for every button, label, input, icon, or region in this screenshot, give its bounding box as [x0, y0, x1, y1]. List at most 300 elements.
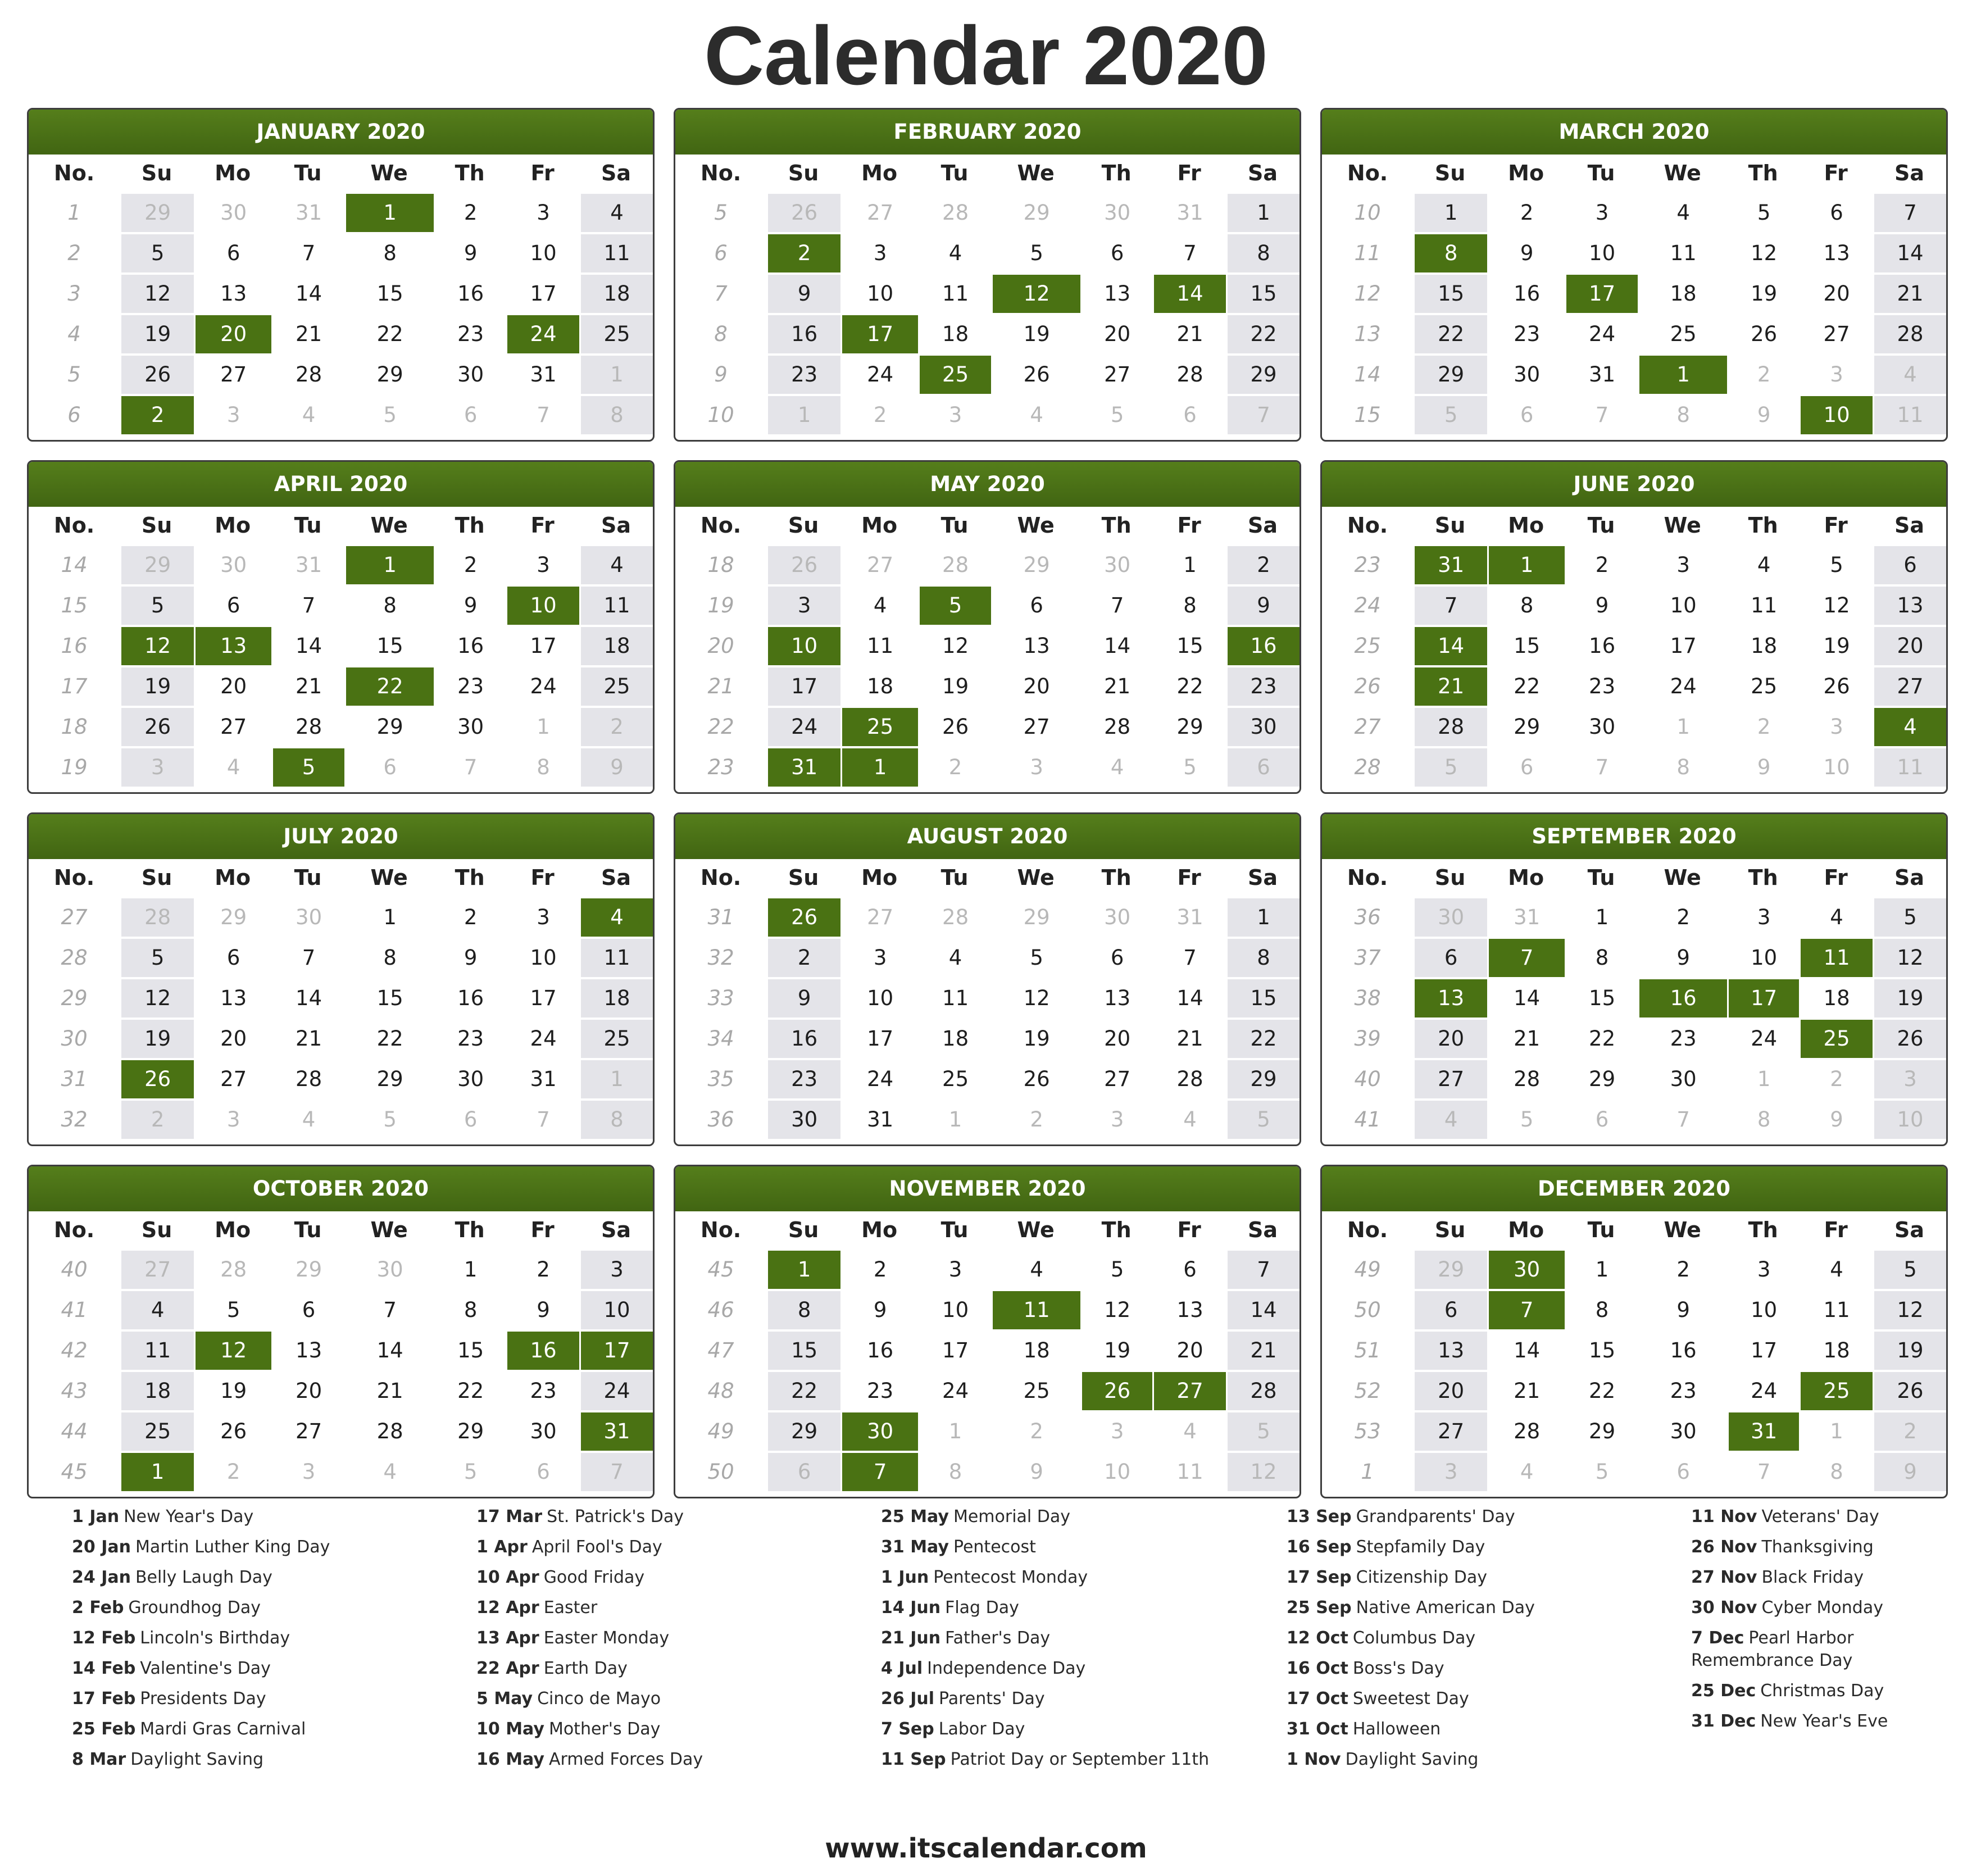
day-cell[interactable]: 16: [766, 1018, 840, 1058]
day-cell[interactable]: 6: [1226, 746, 1299, 787]
day-cell[interactable]: 3: [271, 1451, 344, 1491]
day-cell[interactable]: 4: [271, 394, 344, 434]
day-cell[interactable]: 4: [579, 192, 653, 232]
day-cell[interactable]: 17: [840, 1018, 918, 1058]
day-cell[interactable]: 25: [1638, 313, 1727, 353]
day-cell[interactable]: 11: [1152, 1451, 1226, 1491]
day-cell[interactable]: 1: [579, 1058, 653, 1098]
day-cell[interactable]: 22: [344, 313, 434, 353]
day-cell[interactable]: 4: [991, 1248, 1080, 1289]
day-cell[interactable]: 8: [1727, 1098, 1799, 1139]
day-cell[interactable]: 6: [194, 232, 271, 272]
day-cell[interactable]: 24: [579, 1370, 653, 1410]
day-cell[interactable]: 27: [1413, 1410, 1487, 1451]
day-cell[interactable]: 17: [1727, 1329, 1799, 1370]
day-cell[interactable]: 4: [918, 232, 991, 272]
day-cell[interactable]: 30: [271, 896, 344, 937]
day-cell[interactable]: 9: [766, 272, 840, 313]
day-cell[interactable]: 28: [1413, 706, 1487, 746]
day-cell[interactable]: 29: [1413, 1248, 1487, 1289]
day-cell[interactable]: 6: [1487, 394, 1565, 434]
day-cell[interactable]: 22: [1565, 1018, 1638, 1058]
day-cell[interactable]: 6: [434, 394, 506, 434]
day-cell[interactable]: 5: [1727, 192, 1799, 232]
day-cell[interactable]: 4: [579, 544, 653, 584]
holiday-day-cell[interactable]: 1: [344, 544, 434, 584]
day-cell[interactable]: 21: [271, 665, 344, 706]
day-cell[interactable]: 8: [579, 394, 653, 434]
day-cell[interactable]: 30: [1487, 353, 1565, 394]
holiday-day-cell[interactable]: 12: [194, 1329, 271, 1370]
day-cell[interactable]: 22: [344, 1018, 434, 1058]
holiday-day-cell[interactable]: 14: [1413, 625, 1487, 665]
day-cell[interactable]: 21: [1487, 1370, 1565, 1410]
holiday-day-cell[interactable]: 17: [579, 1329, 653, 1370]
day-cell[interactable]: 3: [506, 544, 579, 584]
day-cell[interactable]: 30: [1080, 896, 1152, 937]
day-cell[interactable]: 19: [918, 665, 991, 706]
day-cell[interactable]: 20: [1152, 1329, 1226, 1370]
day-cell[interactable]: 10: [1080, 1451, 1152, 1491]
day-cell[interactable]: 8: [579, 1098, 653, 1139]
day-cell[interactable]: 7: [344, 1289, 434, 1329]
day-cell[interactable]: 20: [1413, 1018, 1487, 1058]
day-cell[interactable]: 19: [120, 1018, 194, 1058]
day-cell[interactable]: 9: [434, 232, 506, 272]
day-cell[interactable]: 25: [120, 1410, 194, 1451]
day-cell[interactable]: 27: [1080, 353, 1152, 394]
day-cell[interactable]: 17: [506, 625, 579, 665]
day-cell[interactable]: 29: [120, 192, 194, 232]
day-cell[interactable]: 6: [194, 584, 271, 625]
day-cell[interactable]: 14: [271, 272, 344, 313]
day-cell[interactable]: 7: [506, 394, 579, 434]
day-cell[interactable]: 9: [991, 1451, 1080, 1491]
day-cell[interactable]: 7: [434, 746, 506, 787]
day-cell[interactable]: 14: [271, 625, 344, 665]
day-cell[interactable]: 28: [1152, 353, 1226, 394]
day-cell[interactable]: 9: [579, 746, 653, 787]
holiday-day-cell[interactable]: 22: [344, 665, 434, 706]
day-cell[interactable]: 10: [506, 232, 579, 272]
day-cell[interactable]: 24: [766, 706, 840, 746]
day-cell[interactable]: 29: [766, 1410, 840, 1451]
day-cell[interactable]: 24: [840, 353, 918, 394]
day-cell[interactable]: 19: [1080, 1329, 1152, 1370]
day-cell[interactable]: 8: [1226, 232, 1299, 272]
day-cell[interactable]: 6: [1638, 1451, 1727, 1491]
day-cell[interactable]: 20: [194, 1018, 271, 1058]
day-cell[interactable]: 29: [1413, 353, 1487, 394]
day-cell[interactable]: 12: [1727, 232, 1799, 272]
day-cell[interactable]: 8: [918, 1451, 991, 1491]
day-cell[interactable]: 26: [1873, 1370, 1946, 1410]
day-cell[interactable]: 11: [579, 584, 653, 625]
day-cell[interactable]: 4: [1487, 1451, 1565, 1491]
day-cell[interactable]: 31: [271, 544, 344, 584]
day-cell[interactable]: 5: [1799, 544, 1873, 584]
day-cell[interactable]: 10: [1727, 1289, 1799, 1329]
day-cell[interactable]: 29: [1565, 1058, 1638, 1098]
day-cell[interactable]: 3: [194, 394, 271, 434]
day-cell[interactable]: 3: [1080, 1410, 1152, 1451]
day-cell[interactable]: 6: [1413, 1289, 1487, 1329]
day-cell[interactable]: 6: [1799, 192, 1873, 232]
day-cell[interactable]: 26: [1873, 1018, 1946, 1058]
holiday-day-cell[interactable]: 21: [1413, 665, 1487, 706]
day-cell[interactable]: 14: [1487, 1329, 1565, 1370]
day-cell[interactable]: 27: [1080, 1058, 1152, 1098]
day-cell[interactable]: 18: [991, 1329, 1080, 1370]
day-cell[interactable]: 30: [194, 192, 271, 232]
day-cell[interactable]: 12: [1873, 1289, 1946, 1329]
day-cell[interactable]: 3: [766, 584, 840, 625]
day-cell[interactable]: 1: [344, 896, 434, 937]
day-cell[interactable]: 1: [434, 1248, 506, 1289]
holiday-day-cell[interactable]: 2: [766, 232, 840, 272]
day-cell[interactable]: 12: [918, 625, 991, 665]
day-cell[interactable]: 19: [120, 313, 194, 353]
day-cell[interactable]: 27: [194, 353, 271, 394]
day-cell[interactable]: 16: [766, 313, 840, 353]
day-cell[interactable]: 14: [1226, 1289, 1299, 1329]
holiday-day-cell[interactable]: 1: [120, 1451, 194, 1491]
day-cell[interactable]: 22: [1487, 665, 1565, 706]
day-cell[interactable]: 14: [1080, 625, 1152, 665]
day-cell[interactable]: 9: [840, 1289, 918, 1329]
day-cell[interactable]: 5: [1080, 394, 1152, 434]
day-cell[interactable]: 25: [579, 1018, 653, 1058]
day-cell[interactable]: 1: [1226, 192, 1299, 232]
holiday-day-cell[interactable]: 27: [1152, 1370, 1226, 1410]
day-cell[interactable]: 10: [579, 1289, 653, 1329]
holiday-day-cell[interactable]: 12: [120, 625, 194, 665]
day-cell[interactable]: 27: [1413, 1058, 1487, 1098]
day-cell[interactable]: 26: [766, 192, 840, 232]
day-cell[interactable]: 21: [1152, 1018, 1226, 1058]
day-cell[interactable]: 28: [271, 1058, 344, 1098]
day-cell[interactable]: 6: [434, 1098, 506, 1139]
day-cell[interactable]: 1: [1799, 1410, 1873, 1451]
day-cell[interactable]: 1: [506, 706, 579, 746]
day-cell[interactable]: 23: [840, 1370, 918, 1410]
day-cell[interactable]: 6: [194, 937, 271, 977]
day-cell[interactable]: 9: [1727, 394, 1799, 434]
day-cell[interactable]: 7: [1873, 192, 1946, 232]
day-cell[interactable]: 18: [918, 313, 991, 353]
day-cell[interactable]: 21: [1487, 1018, 1565, 1058]
day-cell[interactable]: 16: [1638, 1329, 1727, 1370]
day-cell[interactable]: 15: [1226, 272, 1299, 313]
holiday-day-cell[interactable]: 4: [1873, 706, 1946, 746]
day-cell[interactable]: 24: [1565, 313, 1638, 353]
day-cell[interactable]: 12: [120, 272, 194, 313]
day-cell[interactable]: 4: [120, 1289, 194, 1329]
holiday-day-cell[interactable]: 7: [840, 1451, 918, 1491]
day-cell[interactable]: 20: [991, 665, 1080, 706]
day-cell[interactable]: 11: [840, 625, 918, 665]
day-cell[interactable]: 7: [1727, 1451, 1799, 1491]
day-cell[interactable]: 2: [194, 1451, 271, 1491]
day-cell[interactable]: 14: [271, 977, 344, 1018]
day-cell[interactable]: 2: [840, 1248, 918, 1289]
day-cell[interactable]: 24: [506, 1018, 579, 1058]
day-cell[interactable]: 31: [506, 1058, 579, 1098]
day-cell[interactable]: 21: [1873, 272, 1946, 313]
day-cell[interactable]: 18: [840, 665, 918, 706]
day-cell[interactable]: 2: [991, 1410, 1080, 1451]
day-cell[interactable]: 29: [344, 706, 434, 746]
day-cell[interactable]: 8: [1565, 937, 1638, 977]
day-cell[interactable]: 20: [1799, 272, 1873, 313]
day-cell[interactable]: 3: [1413, 1451, 1487, 1491]
day-cell[interactable]: 24: [1727, 1370, 1799, 1410]
day-cell[interactable]: 28: [194, 1248, 271, 1289]
day-cell[interactable]: 22: [1226, 313, 1299, 353]
day-cell[interactable]: 23: [1487, 313, 1565, 353]
day-cell[interactable]: 9: [1638, 937, 1727, 977]
day-cell[interactable]: 6: [766, 1451, 840, 1491]
day-cell[interactable]: 13: [991, 625, 1080, 665]
day-cell[interactable]: 12: [120, 977, 194, 1018]
day-cell[interactable]: 10: [1638, 584, 1727, 625]
day-cell[interactable]: 27: [1799, 313, 1873, 353]
day-cell[interactable]: 5: [1152, 746, 1226, 787]
day-cell[interactable]: 1: [1152, 544, 1226, 584]
day-cell[interactable]: 8: [344, 232, 434, 272]
day-cell[interactable]: 9: [1226, 584, 1299, 625]
day-cell[interactable]: 4: [194, 746, 271, 787]
holiday-day-cell[interactable]: 25: [918, 353, 991, 394]
day-cell[interactable]: 4: [1152, 1098, 1226, 1139]
day-cell[interactable]: 11: [1873, 394, 1946, 434]
day-cell[interactable]: 13: [271, 1329, 344, 1370]
day-cell[interactable]: 29: [434, 1410, 506, 1451]
day-cell[interactable]: 9: [434, 584, 506, 625]
day-cell[interactable]: 5: [1873, 1248, 1946, 1289]
day-cell[interactable]: 26: [1727, 313, 1799, 353]
day-cell[interactable]: 3: [1638, 544, 1727, 584]
day-cell[interactable]: 20: [1413, 1370, 1487, 1410]
day-cell[interactable]: 11: [579, 937, 653, 977]
day-cell[interactable]: 30: [766, 1098, 840, 1139]
day-cell[interactable]: 8: [766, 1289, 840, 1329]
day-cell[interactable]: 28: [1080, 706, 1152, 746]
day-cell[interactable]: 7: [271, 937, 344, 977]
day-cell[interactable]: 30: [1226, 706, 1299, 746]
holiday-day-cell[interactable]: 13: [1413, 977, 1487, 1018]
day-cell[interactable]: 4: [1152, 1410, 1226, 1451]
day-cell[interactable]: 31: [1565, 353, 1638, 394]
day-cell[interactable]: 4: [918, 937, 991, 977]
day-cell[interactable]: 8: [1487, 584, 1565, 625]
day-cell[interactable]: 1: [1413, 192, 1487, 232]
day-cell[interactable]: 19: [991, 1018, 1080, 1058]
day-cell[interactable]: 1: [1638, 706, 1727, 746]
day-cell[interactable]: 31: [1152, 896, 1226, 937]
day-cell[interactable]: 9: [1638, 1289, 1727, 1329]
day-cell[interactable]: 9: [434, 937, 506, 977]
day-cell[interactable]: 30: [434, 706, 506, 746]
day-cell[interactable]: 17: [1638, 625, 1727, 665]
day-cell[interactable]: 15: [1226, 977, 1299, 1018]
day-cell[interactable]: 5: [120, 584, 194, 625]
day-cell[interactable]: 7: [1638, 1098, 1727, 1139]
day-cell[interactable]: 5: [991, 232, 1080, 272]
day-cell[interactable]: 24: [918, 1370, 991, 1410]
day-cell[interactable]: 16: [434, 625, 506, 665]
day-cell[interactable]: 19: [1799, 625, 1873, 665]
day-cell[interactable]: 11: [918, 272, 991, 313]
day-cell[interactable]: 29: [194, 896, 271, 937]
day-cell[interactable]: 9: [1727, 746, 1799, 787]
day-cell[interactable]: 23: [766, 1058, 840, 1098]
day-cell[interactable]: 12: [1799, 584, 1873, 625]
day-cell[interactable]: 4: [344, 1451, 434, 1491]
day-cell[interactable]: 13: [194, 977, 271, 1018]
day-cell[interactable]: 31: [840, 1098, 918, 1139]
holiday-day-cell[interactable]: 1: [766, 1248, 840, 1289]
day-cell[interactable]: 1: [1565, 1248, 1638, 1289]
day-cell[interactable]: 10: [1727, 937, 1799, 977]
day-cell[interactable]: 21: [271, 313, 344, 353]
day-cell[interactable]: 2: [991, 1098, 1080, 1139]
day-cell[interactable]: 11: [1727, 584, 1799, 625]
day-cell[interactable]: 3: [1565, 192, 1638, 232]
day-cell[interactable]: 16: [1565, 625, 1638, 665]
day-cell[interactable]: 2: [434, 192, 506, 232]
day-cell[interactable]: 25: [579, 665, 653, 706]
day-cell[interactable]: 17: [766, 665, 840, 706]
holiday-day-cell[interactable]: 20: [194, 313, 271, 353]
day-cell[interactable]: 10: [1799, 746, 1873, 787]
day-cell[interactable]: 1: [918, 1410, 991, 1451]
day-cell[interactable]: 24: [1638, 665, 1727, 706]
day-cell[interactable]: 1: [579, 353, 653, 394]
day-cell[interactable]: 4: [1873, 353, 1946, 394]
day-cell[interactable]: 2: [1226, 544, 1299, 584]
day-cell[interactable]: 26: [120, 353, 194, 394]
day-cell[interactable]: 23: [434, 665, 506, 706]
day-cell[interactable]: 29: [991, 192, 1080, 232]
day-cell[interactable]: 28: [120, 896, 194, 937]
day-cell[interactable]: 15: [344, 625, 434, 665]
day-cell[interactable]: 19: [1727, 272, 1799, 313]
day-cell[interactable]: 7: [1152, 937, 1226, 977]
day-cell[interactable]: 23: [1638, 1370, 1727, 1410]
day-cell[interactable]: 26: [120, 706, 194, 746]
day-cell[interactable]: 25: [918, 1058, 991, 1098]
day-cell[interactable]: 25: [1727, 665, 1799, 706]
day-cell[interactable]: 13: [1080, 977, 1152, 1018]
holiday-day-cell[interactable]: 16: [1226, 625, 1299, 665]
day-cell[interactable]: 15: [1565, 977, 1638, 1018]
day-cell[interactable]: 29: [1565, 1410, 1638, 1451]
day-cell[interactable]: 5: [991, 937, 1080, 977]
day-cell[interactable]: 13: [1873, 584, 1946, 625]
day-cell[interactable]: 5: [194, 1289, 271, 1329]
day-cell[interactable]: 6: [1873, 544, 1946, 584]
day-cell[interactable]: 19: [991, 313, 1080, 353]
day-cell[interactable]: 29: [991, 896, 1080, 937]
day-cell[interactable]: 29: [344, 1058, 434, 1098]
day-cell[interactable]: 1: [1226, 896, 1299, 937]
day-cell[interactable]: 20: [1080, 1018, 1152, 1058]
day-cell[interactable]: 26: [766, 544, 840, 584]
holiday-day-cell[interactable]: 10: [1799, 394, 1873, 434]
day-cell[interactable]: 1: [918, 1098, 991, 1139]
holiday-day-cell[interactable]: 17: [840, 313, 918, 353]
day-cell[interactable]: 15: [1565, 1329, 1638, 1370]
day-cell[interactable]: 28: [918, 544, 991, 584]
day-cell[interactable]: 2: [918, 746, 991, 787]
day-cell[interactable]: 3: [194, 1098, 271, 1139]
day-cell[interactable]: 27: [194, 1058, 271, 1098]
holiday-day-cell[interactable]: 10: [766, 625, 840, 665]
day-cell[interactable]: 10: [1565, 232, 1638, 272]
day-cell[interactable]: 22: [1152, 665, 1226, 706]
day-cell[interactable]: 31: [1487, 896, 1565, 937]
day-cell[interactable]: 14: [1873, 232, 1946, 272]
day-cell[interactable]: 8: [344, 937, 434, 977]
day-cell[interactable]: 27: [840, 192, 918, 232]
day-cell[interactable]: 7: [271, 584, 344, 625]
day-cell[interactable]: 3: [579, 1248, 653, 1289]
day-cell[interactable]: 5: [1226, 1410, 1299, 1451]
day-cell[interactable]: 6: [1152, 1248, 1226, 1289]
day-cell[interactable]: 9: [1487, 232, 1565, 272]
day-cell[interactable]: 23: [1226, 665, 1299, 706]
day-cell[interactable]: 8: [1638, 746, 1727, 787]
day-cell[interactable]: 10: [918, 1289, 991, 1329]
day-cell[interactable]: 16: [434, 272, 506, 313]
day-cell[interactable]: 28: [1152, 1058, 1226, 1098]
day-cell[interactable]: 2: [1727, 353, 1799, 394]
day-cell[interactable]: 10: [840, 977, 918, 1018]
day-cell[interactable]: 23: [1565, 665, 1638, 706]
day-cell[interactable]: 20: [1873, 625, 1946, 665]
day-cell[interactable]: 18: [1799, 977, 1873, 1018]
day-cell[interactable]: 8: [1565, 1289, 1638, 1329]
holiday-day-cell[interactable]: 25: [1799, 1018, 1873, 1058]
day-cell[interactable]: 6: [1565, 1098, 1638, 1139]
day-cell[interactable]: 30: [1565, 706, 1638, 746]
day-cell[interactable]: 13: [1152, 1289, 1226, 1329]
day-cell[interactable]: 18: [1799, 1329, 1873, 1370]
day-cell[interactable]: 21: [344, 1370, 434, 1410]
day-cell[interactable]: 28: [918, 192, 991, 232]
day-cell[interactable]: 10: [1873, 1098, 1946, 1139]
day-cell[interactable]: 4: [1413, 1098, 1487, 1139]
day-cell[interactable]: 5: [1413, 394, 1487, 434]
day-cell[interactable]: 30: [1080, 192, 1152, 232]
day-cell[interactable]: 29: [1226, 1058, 1299, 1098]
day-cell[interactable]: 26: [194, 1410, 271, 1451]
day-cell[interactable]: 29: [120, 544, 194, 584]
day-cell[interactable]: 3: [840, 937, 918, 977]
day-cell[interactable]: 2: [1638, 896, 1727, 937]
day-cell[interactable]: 25: [991, 1370, 1080, 1410]
day-cell[interactable]: 19: [120, 665, 194, 706]
day-cell[interactable]: 6: [344, 746, 434, 787]
day-cell[interactable]: 13: [194, 272, 271, 313]
holiday-day-cell[interactable]: 24: [506, 313, 579, 353]
day-cell[interactable]: 11: [1799, 1289, 1873, 1329]
day-cell[interactable]: 26: [991, 1058, 1080, 1098]
day-cell[interactable]: 20: [271, 1370, 344, 1410]
holiday-day-cell[interactable]: 17: [1565, 272, 1638, 313]
day-cell[interactable]: 6: [1080, 937, 1152, 977]
